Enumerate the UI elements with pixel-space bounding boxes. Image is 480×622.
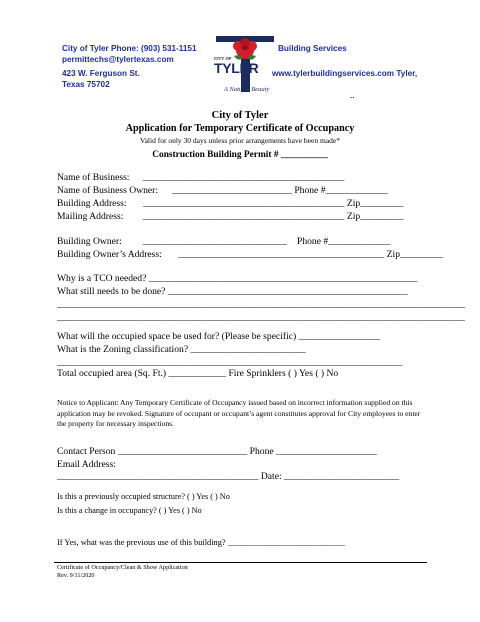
header-phone: City of Tyler Phone: (903) 531-1151 (62, 44, 197, 53)
footer-revision: Rev. 9/11/2020 (57, 572, 95, 579)
mailing-address-field[interactable]: __________________________________________ Zip_________ (143, 211, 404, 222)
header-website[interactable]: www.tylerbuildingservices.com Tyler, (272, 69, 418, 78)
building-owner-phone-field[interactable]: Phone #_____________ (297, 236, 391, 247)
mailing-address-label: Mailing Address: (57, 211, 124, 222)
building-address-label: Building Address: (57, 198, 127, 209)
contact-person-field[interactable]: Contact Person ___________________________ Phone _____________________ (57, 446, 377, 457)
email-label: Email Address: (57, 459, 116, 470)
area-sprinklers-field[interactable]: Total occupied area (Sq. Ft.) ____________ Fire Sprinklers ( ) Yes ( ) No (57, 368, 339, 379)
header-email[interactable]: permittechs@tylertexas.com (62, 55, 174, 64)
change-in-occupancy-checkbox[interactable]: Is this a change in occupancy? ( ) Yes ( ) No (57, 506, 202, 515)
logo-city-of: CITY OF (214, 56, 232, 61)
blank-line[interactable]: _____________________________________________________________________________________ (57, 299, 465, 310)
city-logo (212, 34, 278, 100)
building-owner-label: Building Owner: (57, 236, 122, 247)
business-owner-label: Name of Business Owner: (57, 185, 158, 196)
title-validity: Valid for only 30 days unless prior arrangements have been made* (140, 136, 340, 145)
blank-line[interactable]: _____________________________________________________________________________________ (57, 312, 465, 323)
business-owner-field[interactable]: _________________________ Phone #_____________ (172, 185, 388, 196)
header-mark: .. (350, 90, 355, 100)
email-date-field[interactable]: __________________________________________ Date: ________________________ (57, 471, 400, 482)
still-needed-field[interactable]: What still needs to be done? __________________________________________________ (57, 286, 408, 297)
building-address-field[interactable]: __________________________________________ Zip_________ (143, 198, 404, 209)
title-application: Application for Temporary Certificate of Occupancy (125, 123, 355, 134)
logo-name: TYLER (214, 60, 259, 76)
header-department: Building Services (278, 44, 347, 53)
title-city: City of Tyler (211, 110, 269, 121)
building-owner-field[interactable]: ______________________________ (143, 236, 287, 247)
header-address-line2: Texas 75702 (62, 80, 110, 89)
permit-number-field[interactable]: Construction Building Permit # __________ (152, 150, 328, 160)
footer-divider (54, 562, 427, 563)
owner-address-label: Building Owner’s Address: (57, 249, 162, 260)
previous-use-field[interactable]: If Yes, what was the previous use of this building? ____________________________ (57, 538, 345, 547)
header-address-line1: 423 W. Ferguson St. (62, 69, 140, 78)
footer-form-name: Certificate of Occupancy/Clean & Show Application (57, 564, 188, 571)
notice-to-applicant: Notice to Applicant: Any Temporary Certificate of Occupancy issued based on incorrect information supplied on this application may be revoked. Signature of occupant or occupant’s agent constitutes approval for City employees to enter the property for necessary inspections. (57, 398, 421, 428)
zoning-field[interactable]: What is the Zoning classification? ________________________ (57, 344, 306, 355)
logo-tagline: A Natural Beauty (224, 86, 270, 93)
why-tco-field[interactable]: Why is a TCO needed? ________________________________________________________ (57, 273, 418, 284)
blank-line[interactable]: ________________________________________________________________________ (57, 357, 403, 368)
business-name-field[interactable]: __________________________________________ (143, 172, 345, 183)
owner-address-field[interactable]: ___________________________________________ Zip_________ (178, 249, 444, 260)
occupied-use-field[interactable]: What will the occupied space be used for? (Please be specific) _________________ (57, 331, 381, 342)
previously-occupied-checkbox[interactable]: Is this a previously occupied structure? ( ) Yes ( ) No (57, 492, 230, 501)
business-name-label: Name of Business: (57, 172, 130, 183)
